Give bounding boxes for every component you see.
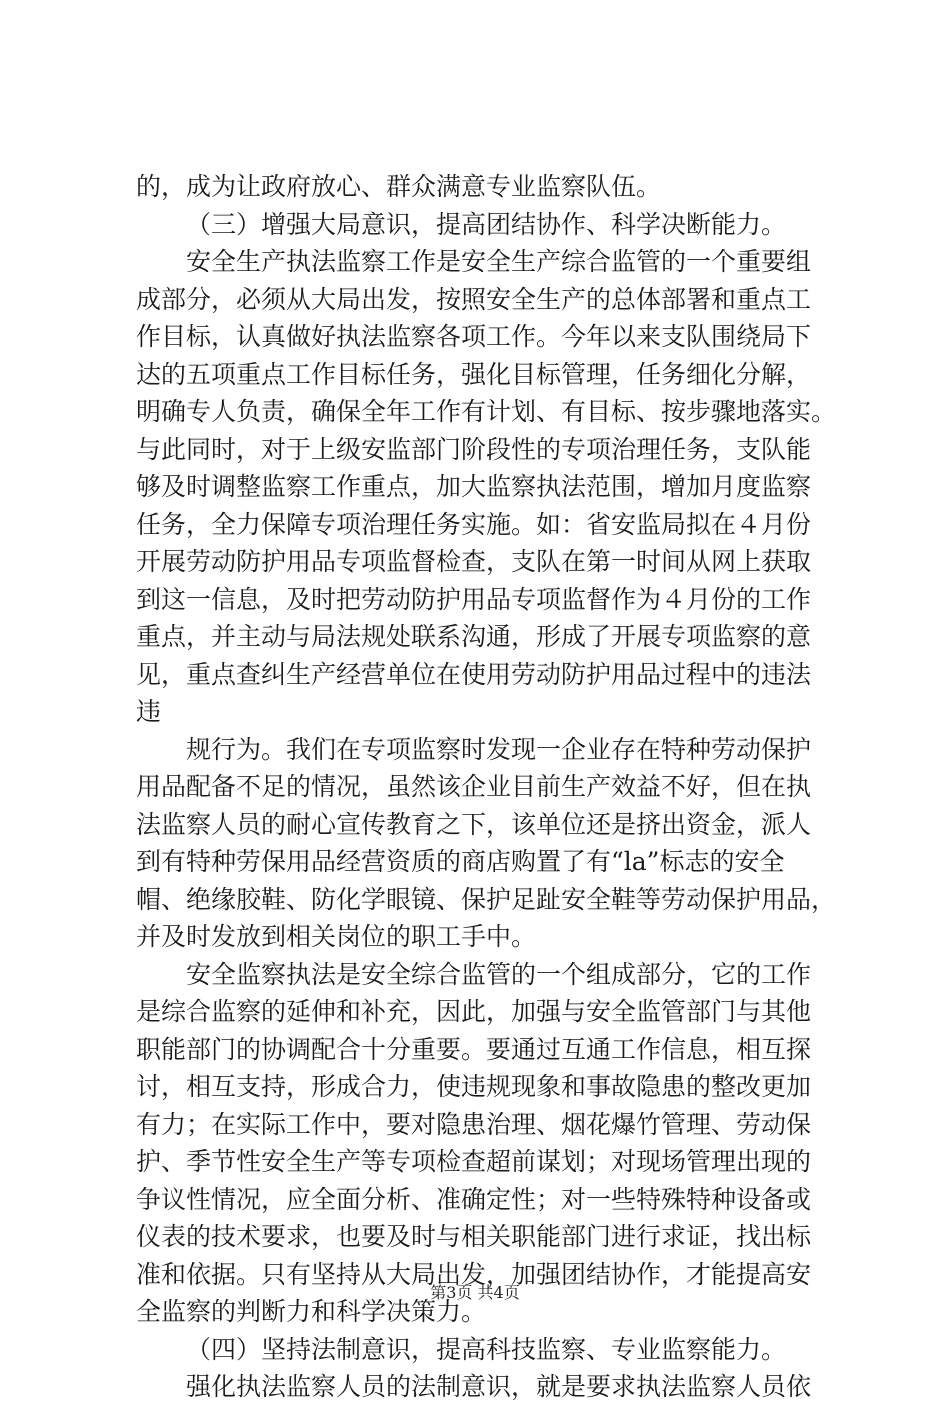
text-line: 帽、绝缘胶鞋、防化学眼镜、保护足趾安全鞋等劳动保护用品，	[136, 884, 837, 914]
document-body	[136, 168, 837, 1406]
text-line: 有力；在实际工作中，要对隐患治理、烟花爆竹管理、劳动保	[136, 1109, 812, 1139]
text-line: 讨，相互支持，形成合力，使违规现象和事故隐患的整改更加	[136, 1072, 812, 1101]
text-line: （四）坚持法制意识，提高科技监察、专业监察能力。	[186, 1334, 787, 1364]
text-line: 重点，并主动与局法规处联系沟通，形成了开展专项监察的意	[136, 622, 812, 651]
text-line: 是综合监察的延伸和补充，因此，加强与安全监管部门与其他	[136, 997, 812, 1026]
text-line: 与此同时，对于上级安监部门阶段性的专项治理任务，支队能	[136, 434, 812, 464]
text-line: 全监察的判断力和科学决策力。	[136, 1297, 487, 1326]
text-line: 规行为。我们在专项监察时发现一企业存在特种劳动保护	[186, 734, 812, 764]
text-line: 仪表的技术要求，也要及时与相关职能部门进行求证，找出标	[136, 1222, 812, 1251]
text-line: 的，成为让政府放心、群众满意专业监察队伍。	[136, 172, 662, 201]
text-line: 职能部门的协调配合十分重要。要通过互通工作信息，相互探	[136, 1034, 812, 1064]
text-line: 任务，全力保障专项治理任务实施。如：省安监局拟在４月份	[136, 509, 812, 539]
page-number-footer: 第3页 共4页	[430, 1283, 520, 1302]
text-line: 作目标，认真做好执法监察各项工作。今年以来支队围绕局下	[136, 322, 812, 351]
text-line: 到有特种劳保用品经营资质的商店购置了有“la”标志的安全	[136, 847, 785, 876]
text-line: 够及时调整监察工作重点，加大监察执法范围，增加月度监察	[136, 472, 812, 501]
text-line: 用品配备不足的情况，虽然该企业目前生产效益不好，但在执	[136, 772, 812, 801]
text-line: 法监察人员的耐心宣传教育之下，该单位还是挤出资金，派人	[136, 809, 812, 839]
text-line: 强化执法监察人员的法制意识，就是要求执法监察人员依	[186, 1372, 812, 1401]
text-line: 安全监察执法是安全综合监管的一个组成部分，它的工作	[186, 959, 812, 989]
text-line: 到这一信息，及时把劳动防护用品专项监督作为４月份的工作	[136, 584, 812, 614]
text-line: 争议性情况，应全面分析、准确定性；对一些特殊特种设备或	[136, 1184, 812, 1214]
text-line: 开展劳动防护用品专项监督检查，支队在第一时间从网上获取	[136, 547, 812, 576]
text-line: 护、季节性安全生产等专项检查超前谋划；对现场管理出现的	[136, 1147, 812, 1176]
text-line: （三）增强大局意识，提高团结协作、科学决断能力。	[186, 209, 787, 239]
text-line: 达的五项重点工作目标任务，强化目标管理，任务细化分解，	[136, 359, 812, 389]
text-line: 见，重点查纠生产经营单位在使用劳动防护用品过程中的违法	[136, 659, 812, 689]
text-line: 成部分，必须从大局出发，按照安全生产的总体部署和重点工	[136, 284, 812, 314]
text-line: 并及时发放到相关岗位的职工手中。	[136, 922, 537, 951]
text-line: 准和依据。只有坚持从大局出发，加强团结协作，才能提高安	[136, 1259, 812, 1289]
text-line: 安全生产执法监察工作是安全生产综合监管的一个重要组	[186, 247, 812, 276]
text-line: 明确专人负责，确保全年工作有计划、有目标、按步骤地落实。	[136, 397, 837, 426]
text-line: 违	[136, 697, 162, 726]
